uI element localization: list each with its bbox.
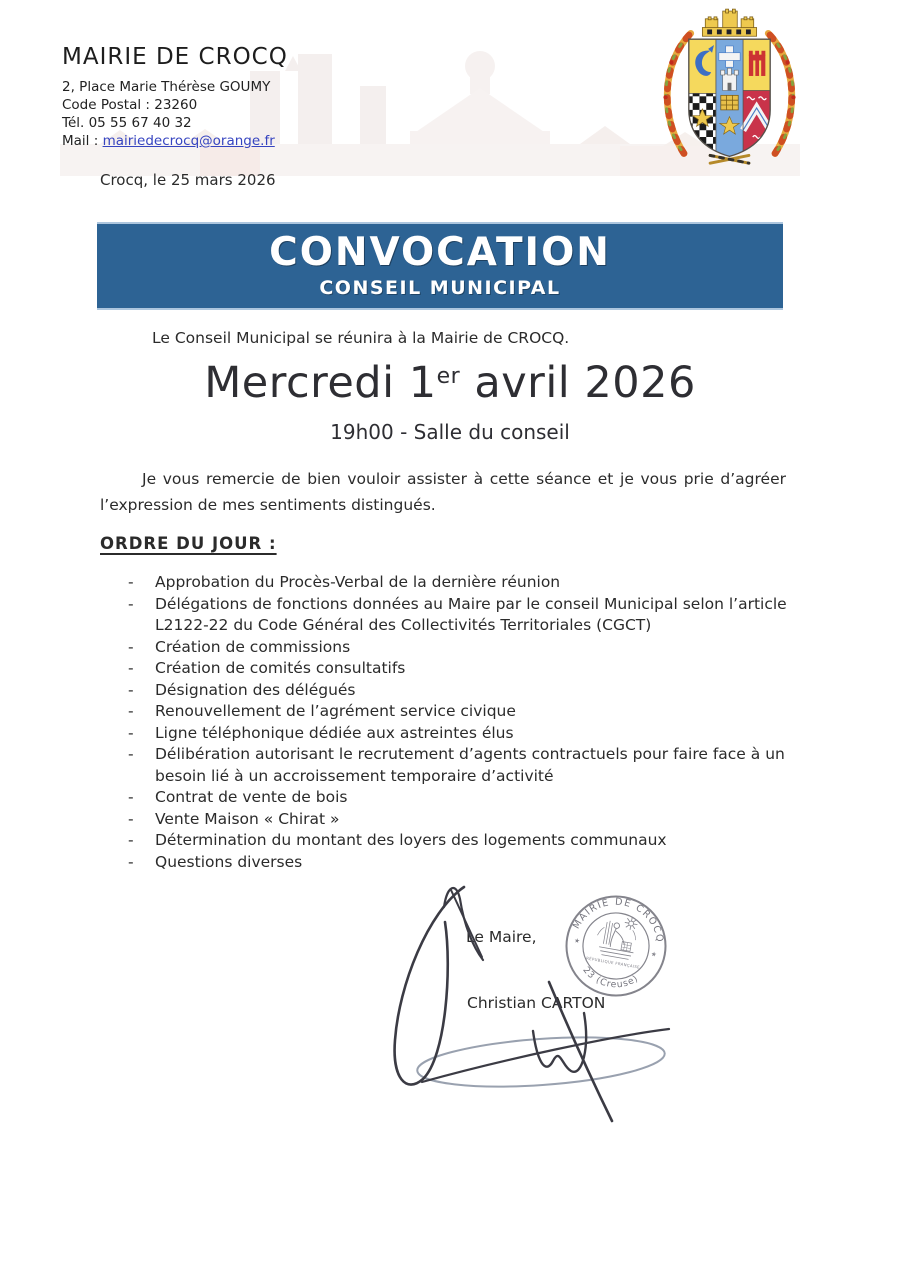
intro-sentence: Le Conseil Municipal se réunira à la Mairie de CROCQ. [152,329,570,347]
meeting-time-place: 19h00 - Salle du conseil [330,420,570,444]
address-line: 2, Place Marie Thérèse GOUMY [62,79,271,95]
agenda-item-dash: - [128,702,134,720]
agenda-list [128,572,788,873]
agenda-item-text: Vente Maison « Chirat » [155,809,340,828]
red-gate-charge [749,51,765,76]
mail-label: Mail : [62,133,103,149]
agenda-item-text: Contrat de vente de bois [155,788,348,806]
coat-of-arms [652,8,807,173]
convocation-banner [97,222,783,310]
agenda-item [128,680,788,702]
agenda-item-text: Délibération autorisant le recrutement d’agents contractuels pour faire face à un besoin lié à un accroissement temporaire d’activité [155,745,785,785]
agenda-item-text: Approbation du Procès-Verbal de la dernière réunion [155,573,561,591]
courtesy-paragraph: Je vous remercie de bien vouloir assister à cette séance et je vous prie d’agréer l’expression de mes sentiments distingués. [100,470,786,514]
agenda-item [128,809,788,831]
signer-name: Christian CARTON [467,994,606,1012]
letterhead [62,46,288,150]
agenda-item-dash: - [128,831,134,849]
date-ordinal: er [436,364,461,389]
stamp-center-caption: RÉPUBLIQUE FRANÇAISE [585,955,641,970]
agenda-item-text: Questions diverses [155,852,303,871]
agenda-item-dash: - [128,637,134,656]
agenda-item-dash: - [128,788,134,806]
date-suffix: avril 2026 [460,358,696,408]
shield [689,39,770,161]
agenda-item-text: Renouvellement de l’agrément service civique [155,702,516,720]
agenda-item-text: Désignation des délégués [155,680,356,699]
agenda-item-dash: - [128,659,134,677]
postal-line: Code Postal : 23260 [62,97,198,113]
agenda-item [128,744,788,787]
castle-charge [721,68,738,90]
agenda-item-text: Création de commissions [155,637,351,656]
meeting-date-heading [0,358,900,408]
agenda-item-dash: - [128,852,134,871]
agenda-heading: ORDRE DU JOUR : [100,534,277,553]
dateline: Crocq, le 25 mars 2026 [100,171,276,189]
agenda-item-text: Ligne téléphonique dédiée aux astreintes élus [155,723,514,742]
signature-scrawl [380,870,690,1140]
agenda-item [128,572,788,594]
agenda-item-dash: - [128,723,134,742]
banner-subtitle: CONSEIL MUNICIPAL [319,277,561,300]
mural-crown [702,9,756,36]
agenda-item [128,658,788,680]
stamp-arc-bottom-text: 23 (Creuse) [580,964,641,991]
portcullis-charge [721,95,738,110]
org-name: MAIRIE DE CROCQ [62,44,288,70]
stamp-star-right: ★ [650,949,658,959]
stamp-arc-top-text: MAIRIE DE CROCQ [570,896,666,945]
agenda-item [128,637,788,659]
agenda-item-dash: - [128,809,134,828]
agenda-item [128,701,788,723]
agenda-item [128,830,788,852]
agenda-item-dash: - [128,573,134,591]
agenda-item-dash: - [128,680,134,699]
date-prefix: Mercredi 1 [204,358,437,408]
agenda-item-dash: - [128,594,134,613]
agenda-item-text: Création de comités consultatifs [155,659,406,677]
mail-line [62,132,288,150]
agenda-item [128,723,788,745]
banner-title: CONVOCATION [269,229,611,275]
agenda-item [128,594,788,637]
email-link[interactable]: mairiedecrocq@orange.fr [102,133,275,149]
agenda-item [128,787,788,809]
phone-line: Tél. 05 55 67 40 32 [62,115,192,131]
agenda-item-dash: - [128,745,134,763]
stamp-star-left: ★ [573,936,581,946]
signer-role: Le Maire, [466,928,537,946]
agenda-item-text: Délégations de fonctions données au Maire par le conseil Municipal selon l’article L2122-22 du Code Général des Collectivités Territoriales (CGCT) [155,594,787,634]
agenda-item-text: Détermination du montant des loyers des logements communaux [155,831,667,849]
